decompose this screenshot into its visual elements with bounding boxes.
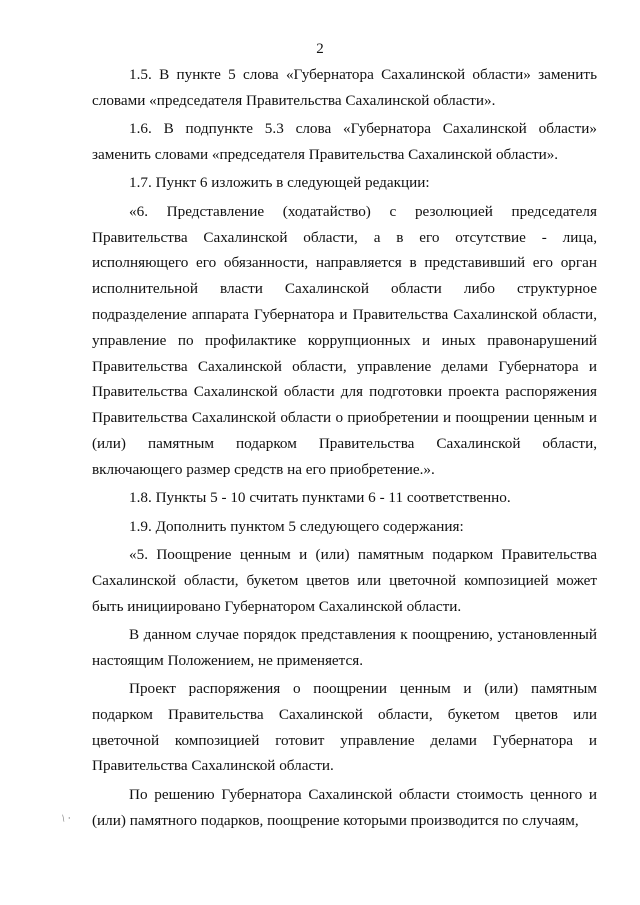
paragraph-1-8: 1.8. Пункты 5 - 10 считать пунктами 6 - 11 соответственно. (129, 489, 511, 507)
paragraph-item-6: «6. Представление (ходатайство) с резолюцией председателя Правительства Сахалинской области, а в его отсутствие - лица, исполняющего его обязанности, направляется в представивший его орган исполнительной власти Сахалинской области либо структурное подразделение аппарата Губернатора и Правительства Сахалинской области, управление по профилактике коррупционных и иных правонарушений Правительства Сахалинской области, управление делами Губернатора и Правительства Сахалинской области для подготовки проекта распоряжения Правительства Сахалинской области о приобретении и поощрении ценным и (или) памятным подарком Правительства Сахалинской области, включающего размер средств на его приобретение.». (92, 202, 597, 478)
paragraph-1-6: 1.6. В подпункте 5.3 слова «Губернатора Сахалинской области» заменить словами «председателя Правительства Сахалинской области». (92, 120, 597, 163)
document-body (92, 62, 597, 836)
paragraph-procedure-note: В данном случае порядок представления к поощрению, установленный настоящим Положением, не применяется. (92, 625, 597, 669)
paragraph-item-5: «5. Поощрение ценным и (или) памятным подарком Правительства Сахалинской области, букетом цветов или цветочной композицией может быть инициировано Губернатором Сахалинской области. (92, 545, 597, 615)
margin-pen-mark: / . (59, 810, 73, 825)
paragraph-draft-order: Проект распоряжения о поощрении ценным и (или) памятным подарком Правительства Сахалинской области, букетом цветов или цветочной композицией готовит управление делами Губернатора и Правительства Сахалинской области. (92, 680, 597, 775)
paragraph-governor-decision: По решению Губернатора Сахалинской области стоимость ценного и (или) памятного подарков, поощрение которыми производится по случаям, (92, 785, 597, 829)
paragraph-1-7: 1.7. Пункт 6 изложить в следующей редакции: (129, 174, 430, 192)
paragraph-1-5: 1.5. В пункте 5 слова «Губернатора Сахалинской области» заменить словами «председателя Правительства Сахалинской области». (92, 66, 597, 109)
paragraph-1-9: 1.9. Дополнить пунктом 5 следующего содержания: (129, 517, 464, 535)
page-number: 2 (316, 41, 324, 57)
